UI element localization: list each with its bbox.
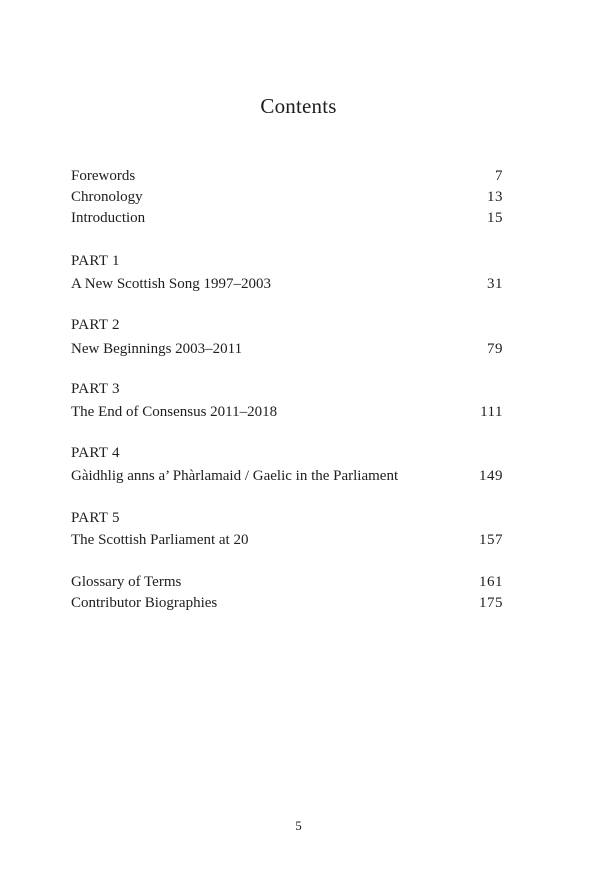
page-number: 5 <box>295 818 302 833</box>
toc-entry-part-1[interactable] <box>71 274 503 294</box>
toc-entry-glossary[interactable] <box>71 572 503 592</box>
part-heading-4: PART 4 <box>71 445 120 461</box>
toc-entry-introduction[interactable] <box>71 208 503 228</box>
toc-entry-part-2[interactable] <box>71 339 503 359</box>
toc-entry-page: 149 <box>479 468 503 484</box>
toc-entry-page: 111 <box>480 404 503 420</box>
toc-entry-page: 161 <box>479 574 503 590</box>
toc-entry-page: 157 <box>479 532 503 548</box>
toc-entry-contributor-biographies[interactable] <box>71 593 503 613</box>
toc-entry-label: Contributor Biographies <box>71 595 218 611</box>
part-heading-1: PART 1 <box>71 253 120 269</box>
toc-entry-label: Glossary of Terms <box>71 574 182 590</box>
toc-entry-part-3[interactable] <box>71 402 503 422</box>
part-heading-2: PART 2 <box>71 317 120 333</box>
toc-entry-label: Gàidhlig anns a’ Phàrlamaid / Gaelic in the Parliament <box>71 468 399 484</box>
toc-entry-label: Chronology <box>71 189 143 205</box>
page-title: Contents <box>260 94 337 118</box>
toc-entry-page: 175 <box>479 595 503 611</box>
toc-entry-label: The End of Consensus 2011–2018 <box>71 404 278 420</box>
toc-entry-label: A New Scottish Song 1997–2003 <box>71 276 272 292</box>
part-heading-5: PART 5 <box>71 510 120 526</box>
toc-entry-label: Introduction <box>71 210 146 226</box>
toc-entry-label: The Scottish Parliament at 20 <box>71 532 249 548</box>
toc-entry-forewords[interactable] <box>71 166 503 186</box>
toc-entry-page: 31 <box>487 276 503 292</box>
toc-entry-part-4[interactable] <box>71 466 503 486</box>
toc-entry-chronology[interactable] <box>71 187 503 207</box>
toc-entry-part-5[interactable] <box>71 530 503 550</box>
toc-entry-label: New Beginnings 2003–2011 <box>71 341 243 357</box>
toc-entry-label: Forewords <box>71 168 136 184</box>
toc-entry-page: 13 <box>487 189 503 205</box>
toc-entry-page: 15 <box>487 210 503 226</box>
toc-entry-page: 79 <box>487 341 503 357</box>
toc-entry-page: 7 <box>495 168 503 184</box>
part-heading-3: PART 3 <box>71 381 120 397</box>
